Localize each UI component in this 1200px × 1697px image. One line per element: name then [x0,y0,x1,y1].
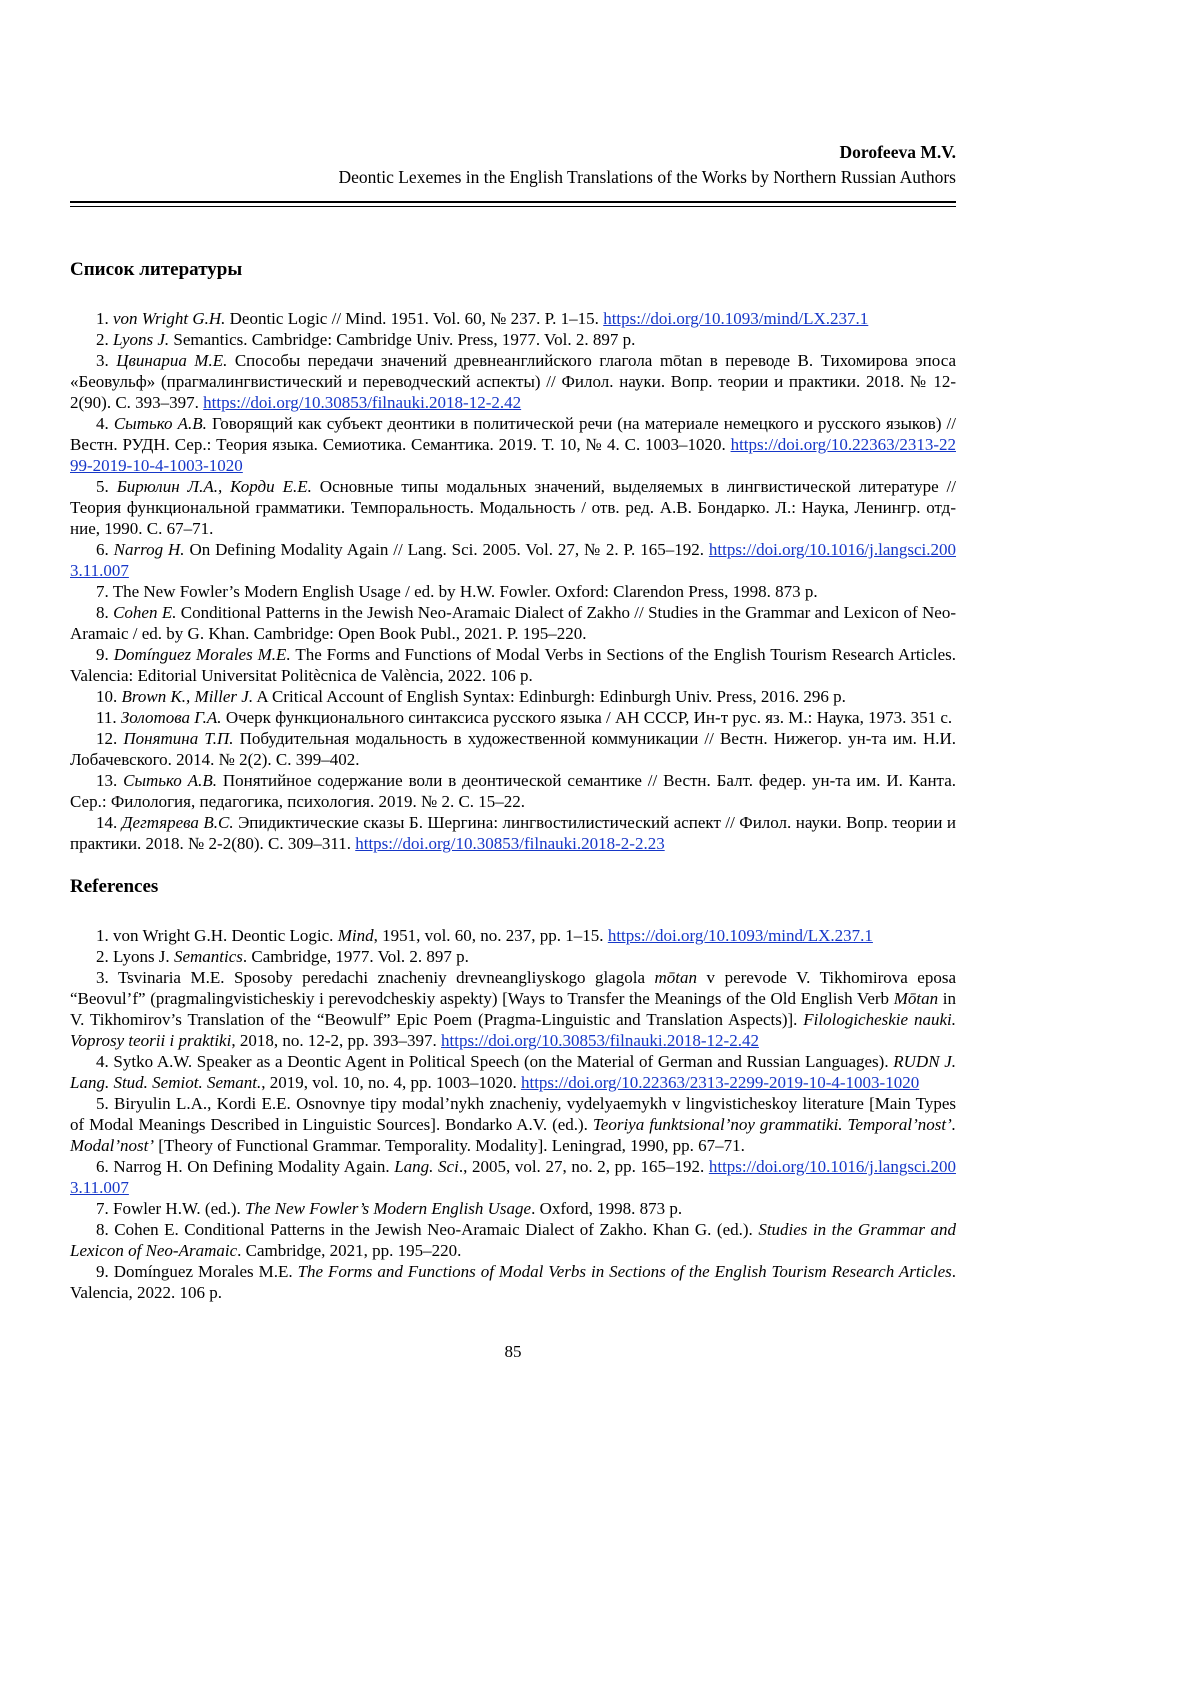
reference-item [70,1156,956,1198]
ref-text: Очерк функционального синтаксиса русского языка / АН СССР, Ин-т рус. яз. М.: Наука, 1973. 351 с. [221,708,953,727]
bibliography-heading: Список литературы [70,259,243,280]
reference-item [70,1198,956,1219]
ref-italic-text: Бирюлин Л.А., Корди Е.Е. [116,477,312,496]
ref-italic-text: Narrog H. [113,540,185,559]
ref-text: A Critical Account of English Syntax: Edinburgh: Edinburgh Univ. Press, 2016. 296 p. [253,687,846,706]
reference-item [70,413,956,476]
doi-link[interactable]: https://doi.org/10.22363/2313-2299-2019-10-4-1003-1020 [520,1073,920,1092]
ref-italic-text: Lyons J. [113,330,170,349]
ref-text: [Theory of Functional Grammar. Temporality. Modality]. Leningrad, 1990, pp. 67–71. [154,1136,745,1155]
ref-text: 13. [96,771,124,790]
page-number: 85 [504,1342,522,1361]
ref-text: 5. Biryulin L.A., Kordi E.E. Osnovnye tipy modal’nykh znacheniy, vydelyaemykh v lingvisticheskoy literature [Main Types of Modal Meanings Described in Linguistic Sources]. Bondarko A.V. (ed.). [70,1094,956,1134]
ref-text: 8. [96,603,114,622]
ref-italic-text: mōtan [654,968,698,987]
ref-text: . Cambridge, 1977. Vol. 2. 897 p. [242,947,469,966]
header-double-rule [70,201,956,207]
doi-link[interactable]: https://doi.org/10.1093/mind/LX.237.1 [607,926,873,945]
reference-item [70,350,956,413]
doi-link[interactable]: https://doi.org/10.30853/filnauki.2018-12-2.42 [203,393,522,412]
doi-link[interactable]: https://doi.org/10.30853/filnauki.2018-12-2.42 [441,1031,759,1050]
ref-text: 5. [96,477,117,496]
ref-italic-text: Сытько А.В. [123,771,217,790]
ref-text: Понятийное содержание воли в деонтической семантике // Вестн. Балт. федер. ун-та им. И. Канта. Сер.: Филология, педагогика, психология. 2019. № 2. С. 15–22. [70,771,956,811]
ref-text: Побудительная модальность в художественной коммуникации // Вестн. Нижегор. ун-та им. Н.И. Лобачевского. 2014. № 2(2). С. 399–402. [70,729,957,769]
reference-item [70,967,956,1051]
ref-text: . Valencia, 2022. 106 p. [70,1262,956,1302]
reference-item [70,812,956,854]
ref-text: . Cambridge, 2021, pp. 195–220. [237,1241,462,1260]
bibliography-list [70,308,956,854]
ref-italic-text: The Forms and Functions of Modal Verbs in Sections of the English Tourism Research Articles [297,1262,952,1281]
ref-text: 3. [96,351,117,370]
ref-text: 10. [96,687,122,706]
ref-italic-text: Mind [337,926,374,945]
ref-text: 9. Domínguez Morales M.E. [96,1262,298,1281]
doi-link[interactable]: https://doi.org/10.1093/mind/LX.237.1 [603,309,869,328]
references-list [70,925,956,1303]
ref-italic-text: Teoriya funktsional’noy grammatiki. Temporal’nost’. Modal’nost’ [70,1115,956,1155]
ref-text: , 1951, vol. 60, no. 237, pp. 1–15. [373,926,608,945]
section-references-en [70,876,956,1303]
ref-italic-text: Mōtan [893,989,939,1008]
ref-text: 6. [96,540,114,559]
ref-text: 6. Narrog H. On Defining Modality Again. [96,1157,395,1176]
reference-item [70,539,956,581]
ref-italic-text: von Wright G.H. [113,309,226,328]
ref-text: in V. Tikhomirov’s Translation of the “Beowulf” Epic Poem (Pragma-Linguistic and Translation Aspects)]. [70,989,956,1029]
reference-item [70,329,956,350]
ref-text: Говорящий как субъект деонтики в политической речи (на материале немецкого и русского языков) // Вестн. РУДН. Сер.: Теория языка. Семиотика. Семантика. 2019. Т. 10, № 4. С. 1003–1020. [70,414,957,454]
doi-link[interactable]: https://doi.org/10.22363/2313-2299-2019-10-4-1003-1020 [70,435,956,475]
ref-text: 12. [96,729,124,748]
ref-italic-text: Lang. Sci [394,1157,459,1176]
reference-item [70,728,956,770]
ref-text: Эпидиктические сказы Б. Шергина: лингвостилистический аспект // Филол. науки. Вопр. теории и практики. 2018. № 2-2(80). С. 309–311. [70,813,956,853]
ref-text: Conditional Patterns in the Jewish Neo-Aramaic Dialect of Zakho // Studies in the Grammar and Lexicon of Neo-Aramaic / ed. by G. Khan. Cambridge: Open Book Publ., 2021. P. 195–220. [70,603,957,643]
ref-text: , 2018, no. 12-2, pp. 393–397. [231,1031,441,1050]
reference-item [70,1051,956,1093]
ref-italic-text: Золотова Г.А. [120,708,222,727]
section-bibliography-ru [70,259,956,854]
ref-text: Semantics. Cambridge: Cambridge Univ. Press, 1977. Vol. 2. 897 p. [169,330,636,349]
references-heading: References [70,876,159,897]
ref-text: 9. [96,645,114,664]
ref-italic-text: Filologicheskie nauki. Voprosy teorii i praktiki [70,1010,956,1050]
ref-italic-text: Cohen E. [113,603,177,622]
reference-item [70,476,956,539]
running-head [70,0,956,207]
ref-italic-text: Цвинариа М.Е. [116,351,228,370]
ref-text: 1. [96,309,113,328]
ref-text: The Forms and Functions of Modal Verbs in Sections of the English Tourism Research Articles. Valencia: Editorial Universitat Politècnica de València, 2022. 106 p. [70,645,957,685]
ref-text: ., 2005, vol. 27, no. 2, pp. 165–192. [458,1157,709,1176]
ref-italic-text: Понятина Т.П. [123,729,234,748]
ref-text: , 2019, vol. 10, no. 4, pp. 1003–1020. [261,1073,521,1092]
reference-item [70,925,956,946]
ref-italic-text: The New Fowler’s Modern English Usage [245,1199,532,1218]
ref-italic-text: Сытько А.В. [113,414,207,433]
page-footer [70,1342,956,1362]
page-content [70,0,956,1303]
ref-text: 4. Sytko A.W. Speaker as a Deontic Agent in Political Speech (on the Material of German and Russian Languages). [96,1052,894,1071]
reference-item [70,1093,956,1156]
ref-text: . Oxford, 1998. 873 p. [531,1199,683,1218]
reference-item [70,686,956,707]
ref-text: 2. Lyons J. [96,947,174,966]
doi-link[interactable]: https://doi.org/10.1016/j.langsci.2003.11.007 [70,540,957,580]
reference-item [70,1261,956,1303]
ref-text: Deontic Logic // Mind. 1951. Vol. 60, № 237. P. 1–15. [225,309,604,328]
ref-text: 2. [96,330,113,349]
running-head-author: Dorofeeva M.V. [839,142,956,162]
ref-text: Способы передачи значений древнеанглийского глагола mōtan в переводе В. Тихомирова эпоса «Беовульф» (прагмалингвистический и переводческий аспекты) // Филол. науки. Вопр. теории и практики. 2018. № 12-2(90). С. 393–397. [70,351,956,412]
reference-item [70,770,956,812]
ref-text: v perevode V. Tikhomirova eposa “Beovul’f” (pragmalingvisticheskiy i perevodcheskiy aspekty) [Ways to Transfer the Meanings of the Old English Verb [70,968,956,1008]
reference-item [70,946,956,967]
reference-item [70,308,956,329]
reference-item [70,707,956,728]
doi-link[interactable]: https://doi.org/10.1016/j.langsci.2003.11.007 [70,1157,956,1197]
reference-item [70,1219,956,1261]
ref-text: 1. von Wright G.H. Deontic Logic. [96,926,338,945]
running-head-title: Deontic Lexemes in the English Translations of the Works by Northern Russian Authors [338,167,956,187]
ref-italic-text: Semantics [173,947,243,966]
reference-item [70,644,956,686]
ref-italic-text: RUDN J. Lang. Stud. Semiot. Semant. [70,1052,956,1092]
ref-text: 3. Tsvinaria M.E. Sposoby peredachi znacheniy drevneangliyskogo glagola [96,968,655,987]
reference-item [70,581,956,602]
ref-italic-text: Domínguez Morales M.E. [113,645,291,664]
ref-italic-text: Brown K., Miller J. [121,687,254,706]
ref-italic-text: Дегтярева В.С. [121,813,234,832]
ref-text: 11. [96,708,121,727]
ref-text: 7. Fowler H.W. (ed.). [96,1199,246,1218]
ref-text: 7. The New Fowler’s Modern English Usage / ed. by H.W. Fowler. Oxford: Clarendon Press, 1998. 873 p. [96,582,818,601]
ref-text: 14. [96,813,122,832]
ref-text: Основные типы модальных значений, выделяемых в лингвистической литературе // Теория функциональной грамматики. Темпоральность. Модальность / отв. ред. А.В. Бондарко. Л.: Наука, Ленингр. отд-ние, 1990. С. 67–71. [70,477,956,538]
ref-italic-text: Studies in the Grammar and Lexicon of Neo-Aramaic [70,1220,956,1260]
ref-text: 4. [96,414,114,433]
doi-link[interactable]: https://doi.org/10.30853/filnauki.2018-2-2.23 [355,834,665,853]
ref-text: On Defining Modality Again // Lang. Sci. 2005. Vol. 27, № 2. P. 165–192. [184,540,709,559]
ref-text: 8. Cohen E. Conditional Patterns in the Jewish Neo-Aramaic Dialect of Zakho. Khan G. (ed.). [96,1220,759,1239]
reference-item [70,602,956,644]
